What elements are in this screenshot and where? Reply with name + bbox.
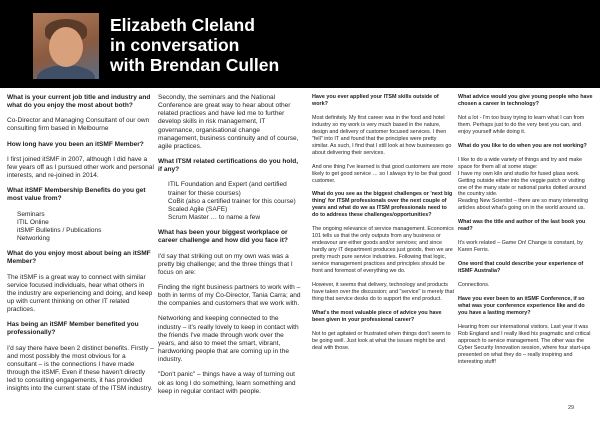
answer-line: Reading New Scientist – there are so many interesting articles about what's going on in the world around us. — [458, 198, 589, 212]
list-item: ITIL Online — [17, 218, 49, 226]
answer: The ongoing relevance of service management. Economics 101 tells us that the only outputs from any business or endeavour are either goods and/or services; and since hardly any IT department produces just goods, then we are pretty much pure service industries. Following that logic, service management practices and principles should be front and foremost of everything we do. — [312, 226, 454, 275]
answer: I first joined itSMF in 2007, although I did have a few years off as I pursued other work and personal interests, and re-joined in 2014. — [7, 155, 154, 180]
question: What's the most valuable piece of advice you have been given in your professional career? — [312, 309, 442, 323]
header-banner — [0, 0, 600, 88]
answer: "Don't panic" – things have a way of turning out ok as long I do something, learn something and keep in regular contact with people. — [158, 371, 296, 395]
question: What do you see as the biggest challenges or 'next big thing' for ITSM professionals over the next couple of years and what do we as ITSM professionals need to do to address these challenges/opportunities? — [312, 191, 453, 219]
answer: I'd say that striking out on my own was was a pretty big challenge; and the three things that I focus on are: — [158, 252, 293, 276]
list-item: itSMF Bulletins / Publications — [17, 226, 102, 234]
column-4 — [458, 94, 594, 373]
title-line-2: in conversation — [110, 35, 240, 55]
column-2 — [158, 94, 301, 403]
profile-photo — [33, 13, 99, 79]
column-3 — [312, 94, 454, 359]
question: What do you enjoy most about being an itSMF Member? — [7, 250, 151, 266]
question: What itSMF Membership Benefits do you get most value from? — [7, 187, 146, 203]
answer-line: Getting outside either into the veggie patch or visiting one of the many state or national parks dotted around the country side. — [458, 177, 586, 198]
answer: Not a lot - I'm too busy trying to learn what I can from them. Perhaps just to do the very best you can, and enjoy yourself while doing it. — [458, 114, 585, 135]
answer: Most definitely. My first career was in the food and hotel industry so my work is very much based in the nature, design and delivery of customer focused services. I then "fell" into IT and found that the principles were pretty similar. As such, I find that I still look at how businesses go about delivering their services. — [312, 114, 452, 156]
answer: Finding the right business partners to work with – both in terms of my Co-Director, Tania Carra; and the companies and customers that we work with. — [158, 283, 301, 308]
question: What was the title and author of the last book you read? — [458, 219, 586, 233]
answer: The itSMF is a great way to connect with similar service focused individuals, hear what others in the industry are experiencing and doing, and keep up with current thinking on other IT related practices. — [7, 273, 153, 314]
list-item: Networking — [17, 235, 50, 243]
hobbies-answer — [458, 157, 594, 213]
question: Have you ever been to an itSMF Conference, if so what was your conference experience like and do you have a lasting memory? — [458, 296, 585, 316]
answer: And one thing I've learned is that good customers are more likely to get good service … so I always try to be that good customer. — [312, 163, 454, 184]
question: What do you like to do when you are not working? — [458, 142, 587, 149]
list-item: CoBit (also a certified trainer for this course) — [168, 197, 296, 205]
list-item: ITIL Foundation and Expert (and certified trainer for these courses) — [168, 181, 287, 197]
answer: Secondly, the seminars and the National Conference are great way to hear about other related practices and have led me to further develop skills in risk management, IT governance, organisational change management, business continuity and of course, agile practices. — [158, 94, 299, 150]
article-title — [110, 15, 279, 75]
list-item: Scaled Agile (SAFE) — [168, 205, 228, 213]
page-number: 29 — [568, 405, 575, 411]
answer-line: I like to do a wide variety of things and try and make space for them all at some stage: — [458, 156, 583, 170]
list-item: Scrum Master … to name a few — [168, 214, 261, 222]
answer-line: I have my own kiln and studio for fused glass work. — [458, 170, 580, 177]
answer: Co-Director and Managing Consultant of our own consulting firm based in Melbourne — [7, 117, 150, 133]
question: What ITSM related certifications do you hold, if any? — [158, 158, 299, 174]
answer: However, it seems that delivery, technology and products have taken over the discussion; and "service" is merely that thing that service desks do to support the end product. — [312, 281, 454, 302]
answer: It's work related – Game On! Change is constant, by Karen Ferris. — [458, 240, 583, 254]
benefits-list — [7, 211, 154, 244]
answer: Hearing from our international visitors. Last year it was Rob England and I really liked his pragmatic and critical approach to service management. The other was the Cyber Security Innovation session, where four start-ups presented on what they do – really inspiring and interesting stuff! — [458, 323, 591, 365]
title-name: Elizabeth Cleland — [110, 15, 255, 35]
title-line-3: with Brendan Cullen — [110, 55, 280, 75]
question: One word that could describe your experience of itSMF Australia? — [458, 261, 584, 275]
question: What has been your biggest workplace or career challenge and how did you face it? — [158, 229, 288, 245]
answer: Networking and keeping connected to the industry – it's really lovely to keep in contact with the friends I've made through work over the years, and also to meet the smart, vibrant, hardworking people that are coming up in the industry. — [158, 315, 299, 364]
question: Have you ever applied your ITSM skills outside of work? — [312, 94, 439, 107]
list-item: Seminars — [17, 210, 45, 218]
question: What is your current job title and industry and what do you enjoy the most about both? — [7, 94, 151, 110]
column-1 — [7, 94, 154, 401]
question: What advice would you give young people who have chosen a career in technology? — [458, 94, 593, 107]
answer: Connections. — [458, 282, 490, 289]
certifications-list — [158, 181, 301, 222]
question: Has being an itSMF Member benefited you professionally? — [7, 321, 139, 337]
answer: Not to get agitated or frustrated when things don't seem to be going well. Just look at what the issues might be and deal with those. — [312, 330, 451, 351]
question: How long have you been an itSMF Member? — [7, 140, 144, 148]
answer: I'd say there have been 2 distinct benefits. Firstly – and most possibly the most obvious for a consultant – is the connections I have made through the itSMF. Even if these haven't directly led to consulting engagements, it has provided insights into the current state of the ITSM industry. — [7, 344, 154, 393]
